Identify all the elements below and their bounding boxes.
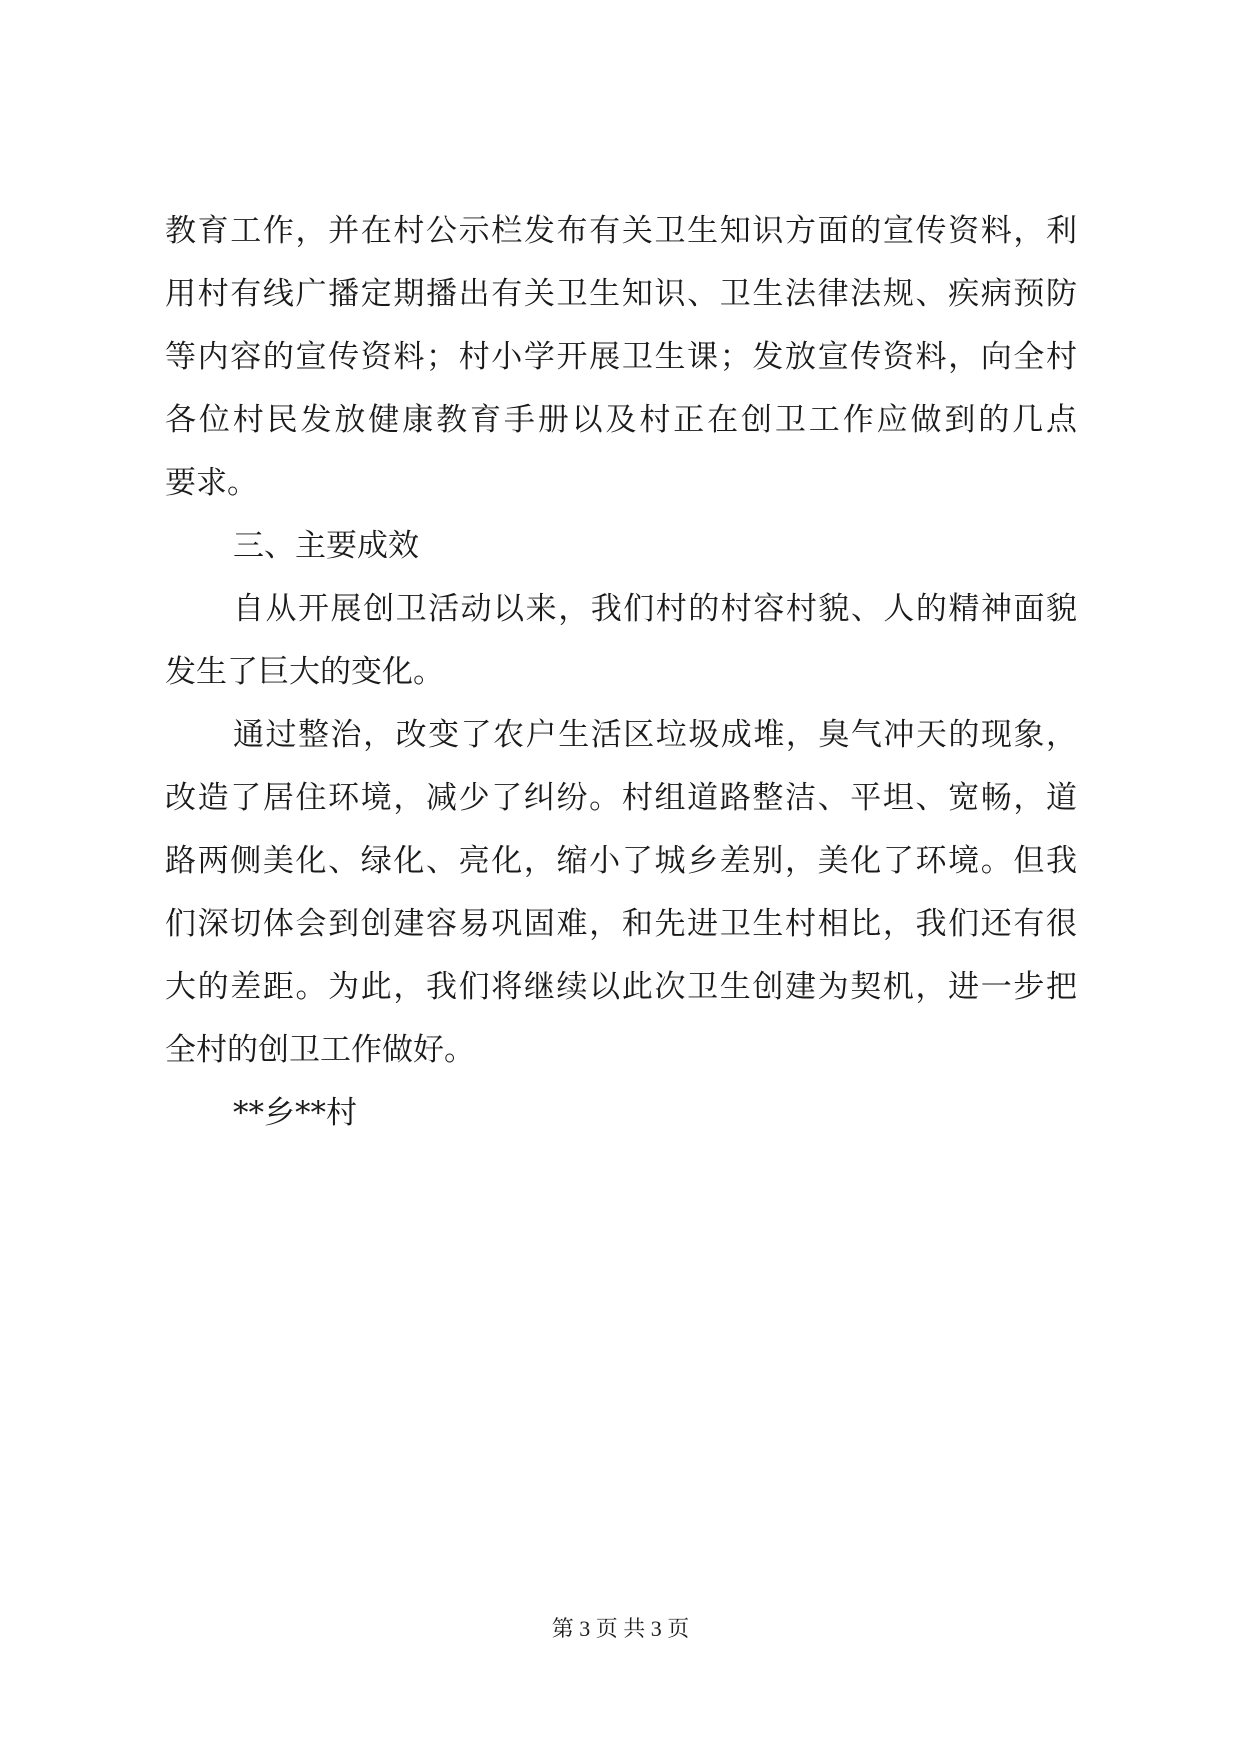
text-line: 全村的创卫工作做好。 <box>165 1032 475 1068</box>
paragraph-changes <box>165 578 1077 704</box>
section-heading: 三、主要成效 <box>233 528 419 564</box>
text-line: 路两侧美化、绿化、亮化，缩小了城乡差别，美化了环境。但我 <box>165 843 1077 879</box>
text-line: 用村有线广播定期播出有关卫生知识、卫生法律法规、疾病预防 <box>165 276 1077 312</box>
text-line: 们深切体会到创建容易巩固难，和先进卫生村相比，我们还有很 <box>165 906 1077 942</box>
text-line: 自从开展创卫活动以来，我们村的村容村貌、人的精神面貌 <box>233 591 1077 627</box>
text-line: 发生了巨大的变化。 <box>165 654 444 690</box>
text-line: 通过整治，改变了农户生活区垃圾成堆，臭气冲天的现象， <box>233 717 1077 753</box>
signature: **乡**村 <box>233 1095 357 1131</box>
text-line: 等内容的宣传资料；村小学开展卫生课；发放宣传资料，向全村 <box>165 339 1077 375</box>
page-number-footer: 第 3 页 共 3 页 <box>551 1616 690 1641</box>
paragraph-results <box>165 704 1077 1082</box>
text-line: 教育工作，并在村公示栏发布有关卫生知识方面的宣传资料，利 <box>165 213 1077 249</box>
document-body <box>165 200 1077 1145</box>
text-line: 各位村民发放健康教育手册以及村正在创卫工作应做到的几点 <box>165 402 1077 438</box>
text-line: 大的差距。为此，我们将继续以此次卫生创建为契机，进一步把 <box>165 969 1077 1005</box>
text-line: 改造了居住环境，减少了纠纷。村组道路整洁、平坦、宽畅，道 <box>165 780 1077 816</box>
paragraph-health-education <box>165 200 1077 515</box>
text-line: 要求。 <box>165 465 258 501</box>
